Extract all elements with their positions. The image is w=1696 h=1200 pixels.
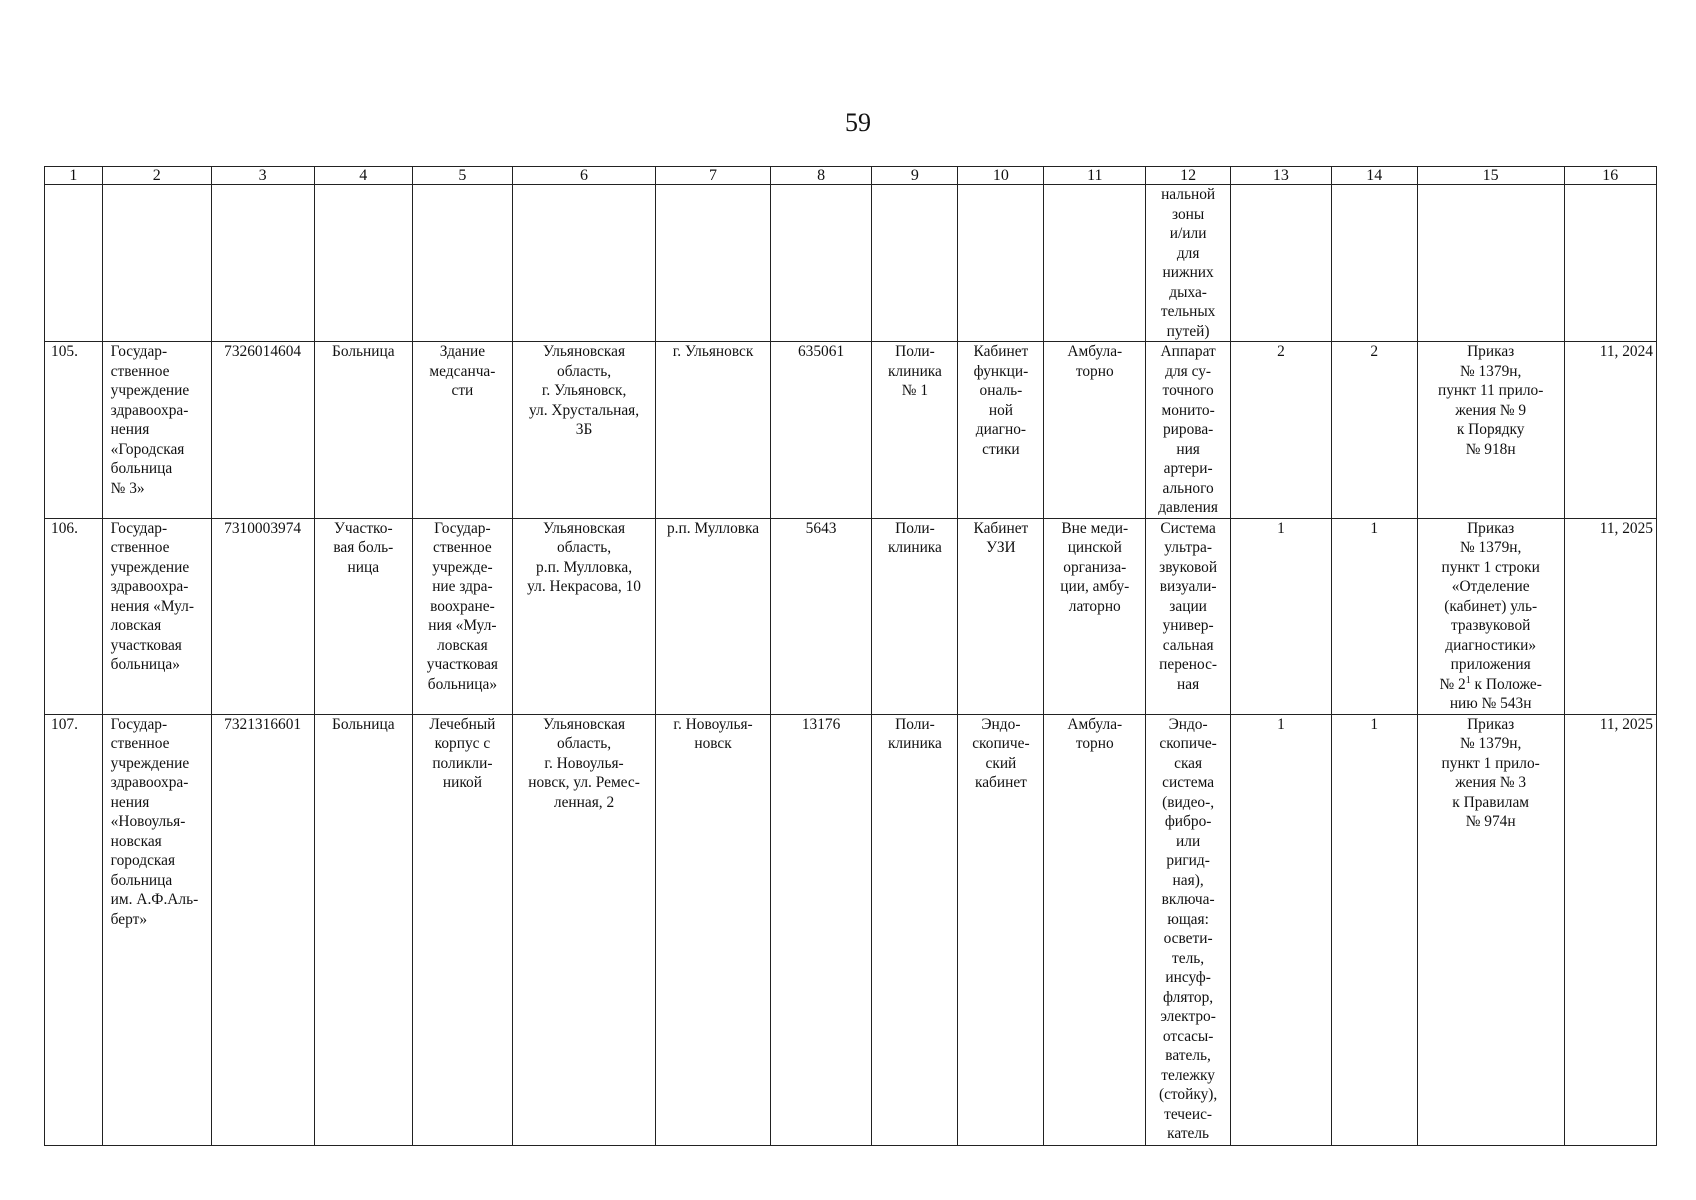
care-conditions: Амбула- торно xyxy=(1044,714,1146,1145)
quantity: 1 xyxy=(1331,714,1417,1145)
month-year: 11, 2024 xyxy=(1564,342,1656,519)
column-header: 3 xyxy=(211,167,314,185)
footnote-superscript: 1 xyxy=(1465,674,1471,686)
care-conditions: Вне меди- цинской организа- ции, амбу- латорно xyxy=(1044,518,1146,714)
facility-type: Больница xyxy=(314,714,413,1145)
column-header: 13 xyxy=(1231,167,1332,185)
building: Лечебный корпус с поликли- никой xyxy=(413,714,513,1145)
register-table xyxy=(44,166,1657,1146)
equipment-cell: Аппарат для су- точного монито- рирова- ния артери- ального давления xyxy=(1146,342,1231,519)
address: Ульяновская область, г. Новоулья- новск, ул. Ремес- ленная, 2 xyxy=(512,714,656,1145)
cabinet: Эндо- скопиче- ский кабинет xyxy=(958,714,1044,1145)
population: 13176 xyxy=(770,714,872,1145)
column-header: 9 xyxy=(872,167,958,185)
address: Ульяновская область, г. Ульяновск, ул. Хрустальная, 3Б xyxy=(512,342,656,519)
column-header: 1 xyxy=(45,167,103,185)
equipment-cell: нальной зоны и/или для нижних дыха- тельных путей) xyxy=(1146,185,1231,342)
continuation-row xyxy=(45,185,1657,342)
table-row xyxy=(45,518,1657,714)
inn: 7321316601 xyxy=(211,714,314,1145)
equipment-cell: Эндо- скопиче- ская система (видео-, фибро- или ригид- ная), включа- ющая: освети- тель, инсуф- флятор, электро- отсасы- ватель, тележку (стойку), течеис- катель xyxy=(1146,714,1231,1145)
organization-name: Государ- ственное учреждение здравоохра- нения «Новоулья- новская городская больница им. А.Ф.Аль- берт» xyxy=(102,714,211,1145)
column-header: 6 xyxy=(512,167,656,185)
regulation: Приказ № 1379н, пункт 1 строки «Отделение (кабинет) уль- тразвуковой диагностики» приложения № $2^1$ к Положе- нию № 543н xyxy=(1417,518,1564,714)
column-header: 11 xyxy=(1044,167,1146,185)
row-number: 107. xyxy=(45,714,103,1145)
equipment-cell: Система ультра- звуковой визуали- зации универ- сальная перенос- ная xyxy=(1146,518,1231,714)
building: Государ- ственное учрежде- ние здра- воохране- ния «Мул- ловская участковая больница» xyxy=(413,518,513,714)
column-header: 7 xyxy=(656,167,770,185)
month-year: 11, 2025 xyxy=(1564,714,1656,1145)
inn: 7326014604 xyxy=(211,342,314,519)
cabinet: Кабинет функци- ональ- ной диагно- стики xyxy=(958,342,1044,519)
regulation: Приказ № 1379н, пункт 1 прило- жения № 3 к Правилам № 974н xyxy=(1417,714,1564,1145)
department: Поли- клиника xyxy=(872,518,958,714)
quantity: 1 xyxy=(1231,714,1332,1145)
facility-type: Участко- вая боль- ница xyxy=(314,518,413,714)
column-number-row xyxy=(45,167,1657,185)
inn: 7310003974 xyxy=(211,518,314,714)
organization-name: Государ- ственное учреждение здравоохра- нения «Городская больница № 3» xyxy=(102,342,211,519)
column-header: 4 xyxy=(314,167,413,185)
department: Поли- клиника xyxy=(872,714,958,1145)
quantity: 2 xyxy=(1231,342,1332,519)
population: 635061 xyxy=(770,342,872,519)
settlement: р.п. Мулловка xyxy=(656,518,770,714)
settlement: г. Новоулья- новск xyxy=(656,714,770,1145)
month-year: 11, 2025 xyxy=(1564,518,1656,714)
care-conditions: Амбула- торно xyxy=(1044,342,1146,519)
column-header: 14 xyxy=(1331,167,1417,185)
population: 5643 xyxy=(770,518,872,714)
quantity: 1 xyxy=(1231,518,1332,714)
column-header: 12 xyxy=(1146,167,1231,185)
facility-type: Больница xyxy=(314,342,413,519)
column-header: 10 xyxy=(958,167,1044,185)
address: Ульяновская область, р.п. Мулловка, ул. Некрасова, 10 xyxy=(512,518,656,714)
row-number: 106. xyxy=(45,518,103,714)
table-row xyxy=(45,714,1657,1145)
column-header: 16 xyxy=(1564,167,1656,185)
settlement: г. Ульяновск xyxy=(656,342,770,519)
column-header: 5 xyxy=(413,167,513,185)
table-row xyxy=(45,342,1657,519)
column-header: 15 xyxy=(1417,167,1564,185)
column-header: 8 xyxy=(770,167,872,185)
organization-name: Государ- ственное учреждение здравоохра- нения «Мул- ловская участковая больница» xyxy=(102,518,211,714)
regulation: Приказ № 1379н, пункт 11 прило- жения № 9 к Порядку № 918н xyxy=(1417,342,1564,519)
column-header: 2 xyxy=(102,167,211,185)
quantity: 2 xyxy=(1331,342,1417,519)
cabinet: Кабинет УЗИ xyxy=(958,518,1044,714)
quantity: 1 xyxy=(1331,518,1417,714)
page-number: 59 xyxy=(845,108,871,137)
department: Поли- клиника № 1 xyxy=(872,342,958,519)
building: Здание медсанча- сти xyxy=(413,342,513,519)
row-number: 105. xyxy=(45,342,103,519)
